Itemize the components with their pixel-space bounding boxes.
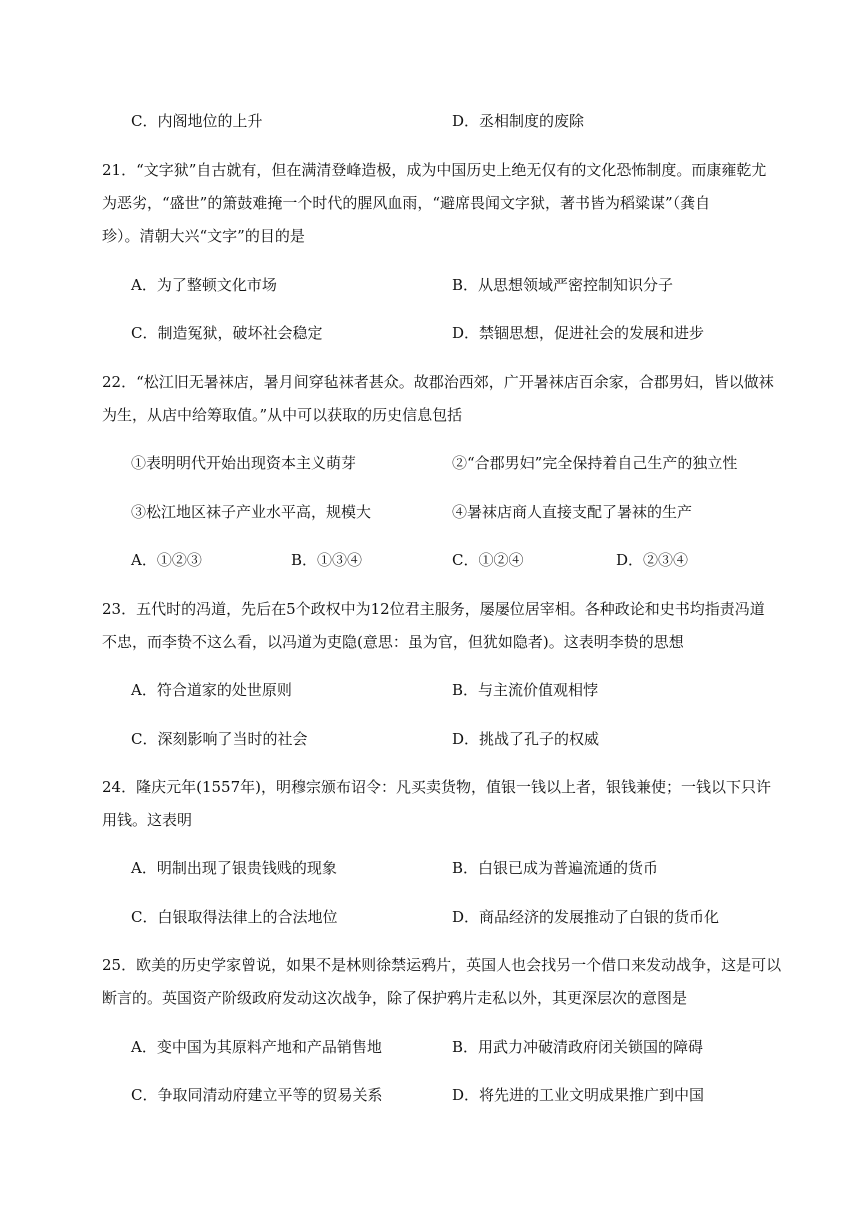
- q23-option-b: B．与主流价值观相悖: [452, 681, 599, 699]
- q24-stem-line-2: 用钱。这表明: [102, 811, 193, 829]
- q25-option-a: A．变中国为其原料产地和产品销售地: [131, 1038, 382, 1056]
- q22-statement-2: ②“合郡男妇”完全保持着自己生产的独立性: [452, 454, 738, 472]
- q22-statement-4: ④暑袜店商人直接支配了暑袜的生产: [452, 503, 693, 521]
- q23-option-d: D．挑战了孔子的权威: [452, 730, 600, 748]
- q22-option-c: C．①②④: [452, 551, 524, 569]
- q22-stem-line-1: 22．“松江旧无暑袜店，暑月间穿毡袜者甚众。故郡治西郊，广开暑袜店百余家，合郡男妇，皆以做袜: [102, 373, 774, 391]
- q23-option-a: A．符合道家的处世原则: [131, 681, 292, 699]
- q23-stem-line-1: 23．五代时的冯道，先后在5个政权中为12位君主服务，屡屡位居宰相。各种政论和史书均指责冯道: [102, 600, 765, 618]
- q24-option-b: B．白银已成为普遍流通的货币: [452, 859, 659, 877]
- q20-option-c: C．内阁地位的上升: [131, 112, 263, 130]
- q21-option-a: A．为了整顿文化市场: [131, 276, 277, 294]
- q21-stem-line-3: 珍）。清朝大兴“文字”的目的是: [102, 227, 305, 245]
- q24-stem-line-1: 24．隆庆元年(1557年)，明穆宗颁布诏令：凡买卖货物，值银一钱以上者，银钱兼使；一钱以下只许: [102, 778, 771, 796]
- q22-option-d: D．②③④: [616, 551, 689, 569]
- q22-option-a: A．①②③: [131, 551, 202, 569]
- q24-option-a: A．明制出现了银贵钱贱的现象: [131, 859, 337, 877]
- q21-stem-line-2: 为恶劣，“盛世”的箫鼓难掩一个时代的腥风血雨，“避席畏闻文字狱，著书皆为稻粱谋”（龚自: [102, 194, 711, 212]
- q24-option-d: D．商品经济的发展推动了白银的货币化: [452, 908, 720, 926]
- q22-stem-line-2: 为生，从店中给筹取值。”从中可以获取的历史信息包括: [102, 406, 463, 424]
- q25-option-b: B．用武力冲破清政府闭关锁国的障碍: [452, 1038, 704, 1056]
- q22-statement-1: ①表明明代开始出现资本主义萌芽: [131, 454, 357, 472]
- q21-stem-line-1: 21．“文字狱”自古就有，但在满清登峰造极，成为中国历史上绝无仅有的文化恐怖制度。而康雍乾尤: [102, 161, 767, 179]
- q21-option-b: B．从思想领域严密控制知识分子: [452, 276, 674, 294]
- q25-stem-line-1: 25．欧美的历史学家曾说，如果不是林则徐禁运鸦片，英国人也会找另一个借口来发动战争，这是可以: [102, 956, 782, 974]
- q25-stem-line-2: 断言的。英国资产阶级政府发动这次战争，除了保护鸦片走私以外，其更深层次的意图是: [102, 989, 688, 1007]
- q24-option-c: C．白银取得法律上的合法地位: [131, 908, 338, 926]
- q25-option-c: C．争取同清动府建立平等的贸易关系: [131, 1086, 383, 1104]
- q22-option-b: B．①③④: [291, 551, 363, 569]
- q21-option-c: C．制造冤狱，破坏社会稳定: [131, 324, 323, 342]
- q25-option-d: D．将先进的工业文明成果推广到中国: [452, 1086, 705, 1104]
- q20-option-d: D．丞相制度的废除: [452, 112, 585, 130]
- q23-stem-line-2: 不忠，而李贽不这么看，以冯道为吏隐(意思：虽为官，但犹如隐者)。这表明李贽的思想: [102, 633, 684, 651]
- q23-option-c: C．深刻影响了当时的社会: [131, 730, 308, 748]
- q22-statement-3: ③松江地区袜子产业水平高，规模大: [131, 503, 372, 521]
- q21-option-d: D．禁锢思想，促进社会的发展和进步: [452, 324, 705, 342]
